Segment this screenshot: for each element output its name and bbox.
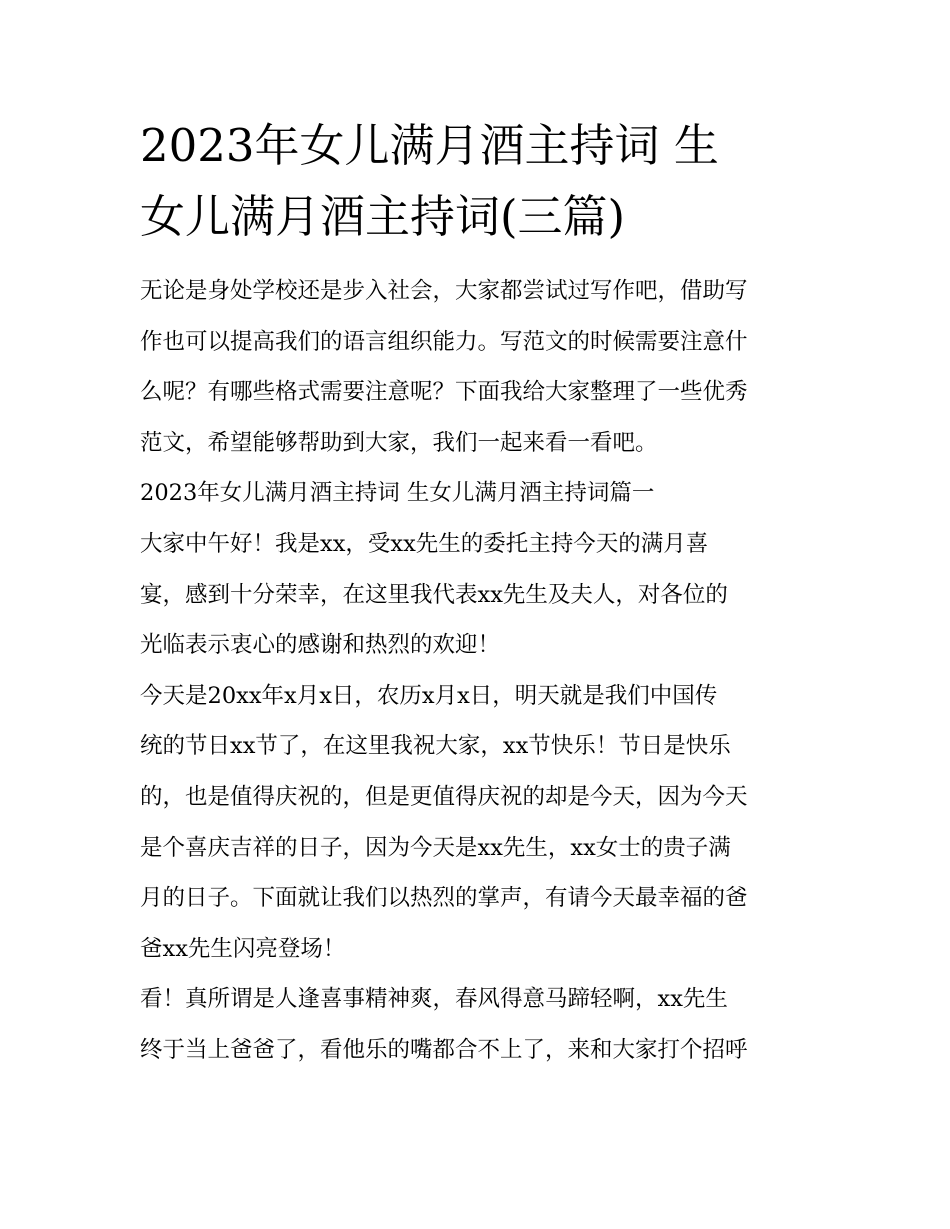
document-page [140, 110, 820, 1076]
body-line: 无论是身处学校还是步入社会，大家都尝试过写作吧，借助写 [140, 278, 748, 304]
body-line: 看！真所谓是人逢喜事精神爽，春风得意马蹄轻啊，xx先生 [140, 986, 728, 1013]
body-line: 统的节日xx节了，在这里我祝大家，xx节快乐！节日是快乐 [140, 733, 731, 760]
body-line: 今天是20xx年x月x日，农历x月x日，明天就是我们中国传 [140, 682, 718, 709]
title-line-2: 女儿满月酒主持词(三篇) [140, 190, 626, 243]
body-line: 月的日子。下面就让我们以热烈的掌声，有请今天最幸福的爸 [140, 885, 748, 912]
body-line: 终于当上爸爸了，看他乐的嘴都合不上了，来和大家打个招呼 [140, 1036, 748, 1063]
body-line: 是个喜庆吉祥的日子，因为今天是xx先生，xx女士的贵子满 [140, 834, 731, 861]
body-line: 么呢？有哪些格式需要注意呢？下面我给大家整理了一些优秀 [140, 379, 748, 406]
body-line: 的，也是值得庆祝的，但是更值得庆祝的却是今天，因为今天 [140, 783, 748, 810]
body-line: 宴，感到十分荣幸，在这里我代表xx先生及夫人，对各位的 [140, 581, 728, 608]
body-line: 范文，希望能够帮助到大家，我们一起来看一看吧。 [140, 429, 658, 456]
document-body [140, 266, 820, 1076]
body-line: 爸xx先生闪亮登场！ [140, 935, 346, 962]
body-line: 光临表示衷心的感谢和热烈的欢迎！ [140, 632, 501, 659]
title-line-1: 2023年女儿满月酒主持词 生 [140, 119, 719, 172]
section-heading: 2023年女儿满月酒主持词 生女儿满月酒主持词篇一 [140, 480, 655, 507]
document-title [140, 110, 820, 252]
body-line: 作也可以提高我们的语言组织能力。写范文的时候需要注意什 [140, 328, 748, 355]
body-line: 大家中午好！我是xx，受xx先生的委托主持今天的满月喜 [140, 530, 709, 557]
